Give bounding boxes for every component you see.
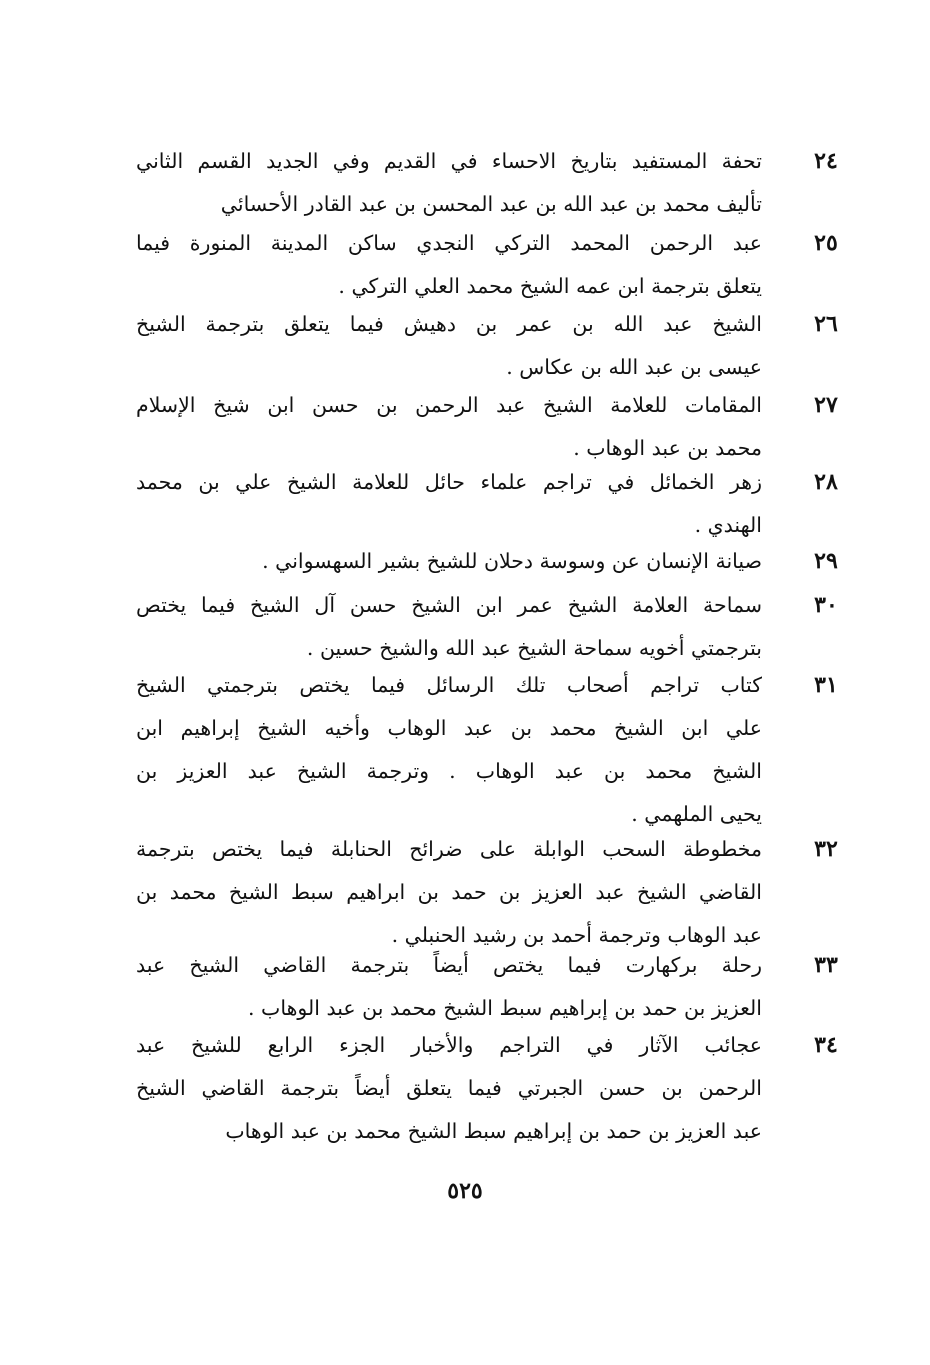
entry-line: علي ابن الشيخ محمد بن عبد الوهاب وأخيه الشيخ إبراهيم ابن [136,716,762,740]
entry-line: بترجمتي أخويه سماحة الشيخ عبد الله والشيخ حسين . [306,636,762,660]
entry-number: ٢٤ [814,148,838,174]
entry-number: ٣٣ [814,952,838,978]
entry-30 [136,584,838,670]
entry-number: ٢٥ [814,230,838,256]
entry-33 [136,944,838,1030]
entry-34 [136,1024,838,1153]
entry-line: صيانة الإنسان عن وسوسة دحلان للشيخ بشير السهسواني . [262,549,762,573]
entry-line: عبد الوهاب وترجمة أحمد بن رشيد الحنبلي . [391,923,762,947]
entry-number: ٣٢ [814,836,838,862]
entry-line: تحفة المستفيد بتاريخ الاحساء في القديم وفي الجديد القسم الثاني [136,149,762,173]
entry-line: رحلة بركهارت فيما يختص أيضاً بترجمة القاضي الشيخ عبد [136,953,762,977]
entry-number: ٢٩ [814,548,838,574]
entry-line: المقامات للعلامة الشيخ عبد الرحمن بن حسن ابن شيخ الإسلام [136,393,762,417]
entry-line: عبد العزيز بن حمد بن إبراهيم سبط الشيخ محمد بن عبد الوهاب [225,1119,762,1143]
entry-29 [136,540,838,583]
entry-line: يتعلق بترجمة ابن عمه الشيخ محمد العلي التركي . [338,274,762,298]
entry-24 [136,140,838,226]
entry-line: القاضي الشيخ عبد العزيز بن حمد بن ابراهيم سبط الشيخ محمد بن [136,880,762,904]
entry-line: سماحة العلامة الشيخ عمر ابن الشيخ حسن آل الشيخ فيما يختص [136,593,762,617]
entry-line: عجائب الآثار في التراجم والأخبار الجزء الرابع للشيخ عبد [136,1033,762,1057]
entry-number: ٣٤ [814,1032,838,1058]
entry-line: العزيز بن حمد بن إبراهيم سبط الشيخ محمد بن عبد الوهاب . [248,996,762,1020]
entry-31 [136,664,838,836]
entry-line: عبد الرحمن المحمد التركي النجدي ساكن المدينة المنورة فيما [136,231,762,255]
entry-line: الرحمن بن حسن الجبرتي فيما يتعلق أيضاً بترجمة القاضي الشيخ [136,1076,762,1100]
entry-number: ٣٠ [814,592,838,618]
entry-line: كتاب تراجم أصحاب تلك الرسائل فيما يختص بترجمتي الشيخ [136,673,762,697]
entry-line: الشيخ عبد الله بن عمر بن دهيش فيما يتعلق بترجمة الشيخ [136,312,762,336]
entry-number: ٢٨ [814,469,838,495]
entry-line: الهندي . [694,513,762,537]
entry-line: مخطوطة السحب الوابلة على ضرائح الحنابلة فيما يختص بترجمة [136,837,762,861]
entry-number: ٢٧ [814,392,838,418]
entry-line: محمد بن عبد الوهاب . [573,436,762,460]
entry-line: الشيخ محمد بن عبد الوهاب . وترجمة الشيخ عبد العزيز بن [136,759,762,783]
entry-line: تأليف محمد بن عبد الله بن عبد المحسن بن عبد القادر الأحسائي [220,192,762,216]
entry-27 [136,384,838,470]
entry-line: يحيى الملهمي . [631,802,762,826]
entry-28 [136,461,838,547]
page-number: ٥٢٥ [447,1178,483,1204]
entry-number: ٣١ [814,672,838,698]
entry-line: عيسى بن عبد الله بن عكاس . [506,355,762,379]
entry-number: ٢٦ [814,311,838,337]
entry-32 [136,828,838,957]
entry-line: زهر الخمائل في تراجم علماء حائل للعلامة الشيخ علي بن محمد [136,470,762,494]
entry-26 [136,303,838,389]
entry-25 [136,222,838,308]
